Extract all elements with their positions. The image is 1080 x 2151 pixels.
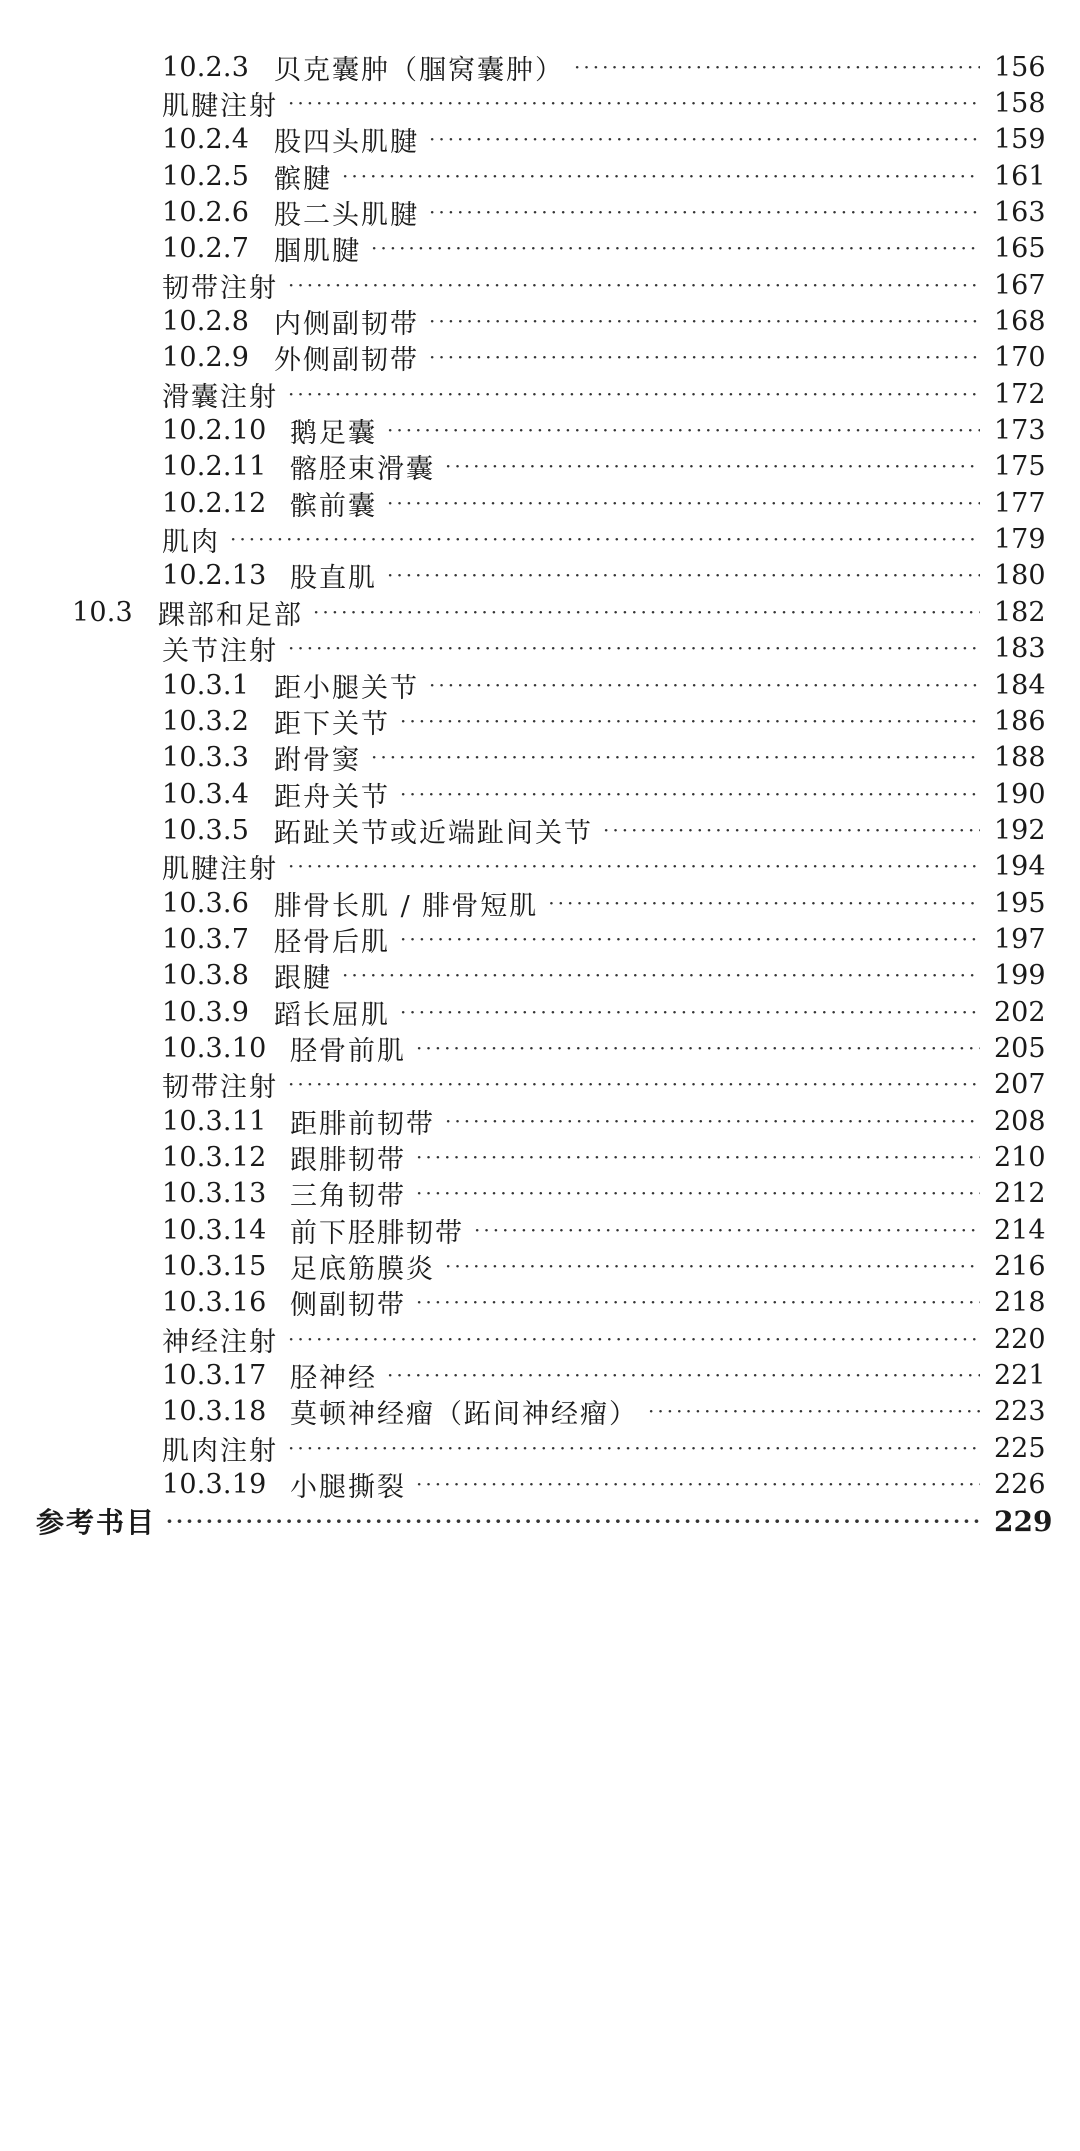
page-number: 158	[994, 87, 1046, 119]
subsection-heading: 肌肉	[162, 526, 220, 558]
section-title: 踝部和足部	[158, 599, 303, 631]
section-title: 小腿撕裂	[290, 1471, 406, 1503]
section-title: 侧副韧带	[290, 1289, 406, 1321]
section-number: 10.3.15	[162, 1250, 267, 1282]
section-number: 10.3.17	[162, 1359, 267, 1391]
section-number: 10.3.4	[162, 778, 250, 810]
page-number: 173	[994, 414, 1046, 446]
page-number: 194	[994, 850, 1046, 882]
section-title: 胫骨前肌	[290, 1035, 406, 1067]
subsection-heading: 关节注射	[162, 635, 278, 667]
page-number: 199	[994, 959, 1046, 991]
section-title: 前下胫腓韧带	[290, 1217, 464, 1249]
section-title: 莫顿神经瘤（跖间神经瘤）	[290, 1398, 638, 1430]
section-number: 10.2.11	[162, 450, 267, 482]
section-title: 腓骨长肌 / 腓骨短肌	[274, 890, 539, 922]
section-number: 10.3.18	[162, 1395, 267, 1427]
section-number: 10.2.3	[162, 51, 250, 83]
section-number: 10.3.1	[162, 669, 250, 701]
page-number: 214	[994, 1214, 1046, 1246]
section-number: 10.3.13	[162, 1177, 267, 1209]
section-number: 10.3.8	[162, 959, 250, 991]
page-number: 212	[994, 1177, 1046, 1209]
section-title: 股直肌	[290, 562, 377, 594]
dot-leader	[166, 1496, 980, 1546]
page-number: 226	[994, 1468, 1046, 1500]
section-number: 10.3.3	[162, 741, 250, 773]
subsection-heading: 肌肉注射	[162, 1435, 278, 1467]
page-number: 180	[994, 559, 1046, 591]
page-number: 168	[994, 305, 1046, 337]
page-number: 207	[994, 1068, 1046, 1100]
section-number: 10.2.9	[162, 341, 250, 373]
section-title: 三角韧带	[290, 1180, 406, 1212]
subsection-heading: 韧带注射	[162, 272, 278, 304]
section-number: 10.3.14	[162, 1214, 267, 1246]
section-number: 10.3.5	[162, 814, 250, 846]
section-title: 髂胫束滑囊	[290, 453, 435, 485]
section-number: 10.3.16	[162, 1286, 267, 1318]
page-number: 208	[994, 1105, 1046, 1137]
page-number: 195	[994, 887, 1046, 919]
page-number: 175	[994, 450, 1046, 482]
section-number: 10.2.13	[162, 559, 267, 591]
section-title: 贝克囊肿（腘窝囊肿）	[274, 54, 564, 86]
section-number: 10.2.7	[162, 232, 250, 264]
page-number: 167	[994, 269, 1046, 301]
subsection-heading: 神经注射	[162, 1326, 278, 1358]
section-number: 10.2.12	[162, 487, 267, 519]
page-number: 172	[994, 378, 1046, 410]
page-number: 190	[994, 778, 1046, 810]
page-number: 183	[994, 632, 1046, 664]
section-number: 10.3	[72, 596, 133, 628]
section-number: 10.3.6	[162, 887, 250, 919]
section-title: 鹅足囊	[290, 417, 377, 449]
section-number: 10.3.9	[162, 996, 250, 1028]
section-title: 髌前囊	[290, 490, 377, 522]
page-number: 177	[994, 487, 1046, 519]
page-number: 159	[994, 123, 1046, 155]
section-number: 10.3.12	[162, 1141, 267, 1173]
section-number: 10.2.5	[162, 160, 250, 192]
page-number: 186	[994, 705, 1046, 737]
section-title: 足底筋膜炎	[290, 1253, 435, 1285]
section-number: 10.3.10	[162, 1032, 267, 1064]
section-number: 10.2.10	[162, 414, 267, 446]
section-title: 胫骨后肌	[274, 926, 390, 958]
section-number: 10.2.4	[162, 123, 250, 155]
page-number: 216	[994, 1250, 1046, 1282]
chapter-title: 参考书目	[36, 1506, 157, 1539]
section-number: 10.3.7	[162, 923, 250, 955]
page-number: 163	[994, 196, 1046, 228]
page-number: 229	[994, 1504, 1053, 1538]
section-title: 股二头肌腱	[274, 199, 419, 231]
section-number: 10.2.8	[162, 305, 250, 337]
section-title: 内侧副韧带	[274, 308, 419, 340]
section-title: 髌腱	[274, 163, 332, 195]
section-title: 股四头肌腱	[274, 126, 419, 158]
page-number: 220	[994, 1323, 1046, 1355]
section-title: 跟腱	[274, 962, 332, 994]
page-number: 170	[994, 341, 1046, 373]
page-number: 182	[994, 596, 1046, 628]
section-title: 胫神经	[290, 1362, 377, 1394]
subsection-heading: 滑囊注射	[162, 381, 278, 413]
section-number: 10.2.6	[162, 196, 250, 228]
section-title: 腘肌腱	[274, 235, 361, 267]
toc-entry-bibliography	[36, 1496, 1053, 1546]
page-number: 184	[994, 669, 1046, 701]
section-title: 蹈长屈肌	[274, 999, 390, 1031]
section-number: 10.3.2	[162, 705, 250, 737]
page-number: 197	[994, 923, 1046, 955]
section-number: 10.3.19	[162, 1468, 267, 1500]
page-number: 210	[994, 1141, 1046, 1173]
section-title: 跟腓韧带	[290, 1144, 406, 1176]
page-number: 192	[994, 814, 1046, 846]
section-title: 距舟关节	[274, 781, 390, 813]
subsection-heading: 肌腱注射	[162, 90, 278, 122]
page-number: 202	[994, 996, 1046, 1028]
subsection-heading: 韧带注射	[162, 1071, 278, 1103]
section-title: 跖趾关节或近端趾间关节	[274, 817, 593, 849]
page-number: 225	[994, 1432, 1046, 1464]
section-title: 距小腿关节	[274, 672, 419, 704]
section-title: 距下关节	[274, 708, 390, 740]
page-number: 165	[994, 232, 1046, 264]
page-number: 218	[994, 1286, 1046, 1318]
page-number: 205	[994, 1032, 1046, 1064]
page-number: 221	[994, 1359, 1046, 1391]
section-title: 跗骨窦	[274, 744, 361, 776]
page-number: 179	[994, 523, 1046, 555]
page-number: 156	[994, 51, 1046, 83]
section-title: 外侧副韧带	[274, 344, 419, 376]
page-number: 188	[994, 741, 1046, 773]
subsection-heading: 肌腱注射	[162, 853, 278, 885]
section-number: 10.3.11	[162, 1105, 267, 1137]
page-number: 161	[994, 160, 1046, 192]
section-title: 距腓前韧带	[290, 1108, 435, 1140]
page-number: 223	[994, 1395, 1046, 1427]
